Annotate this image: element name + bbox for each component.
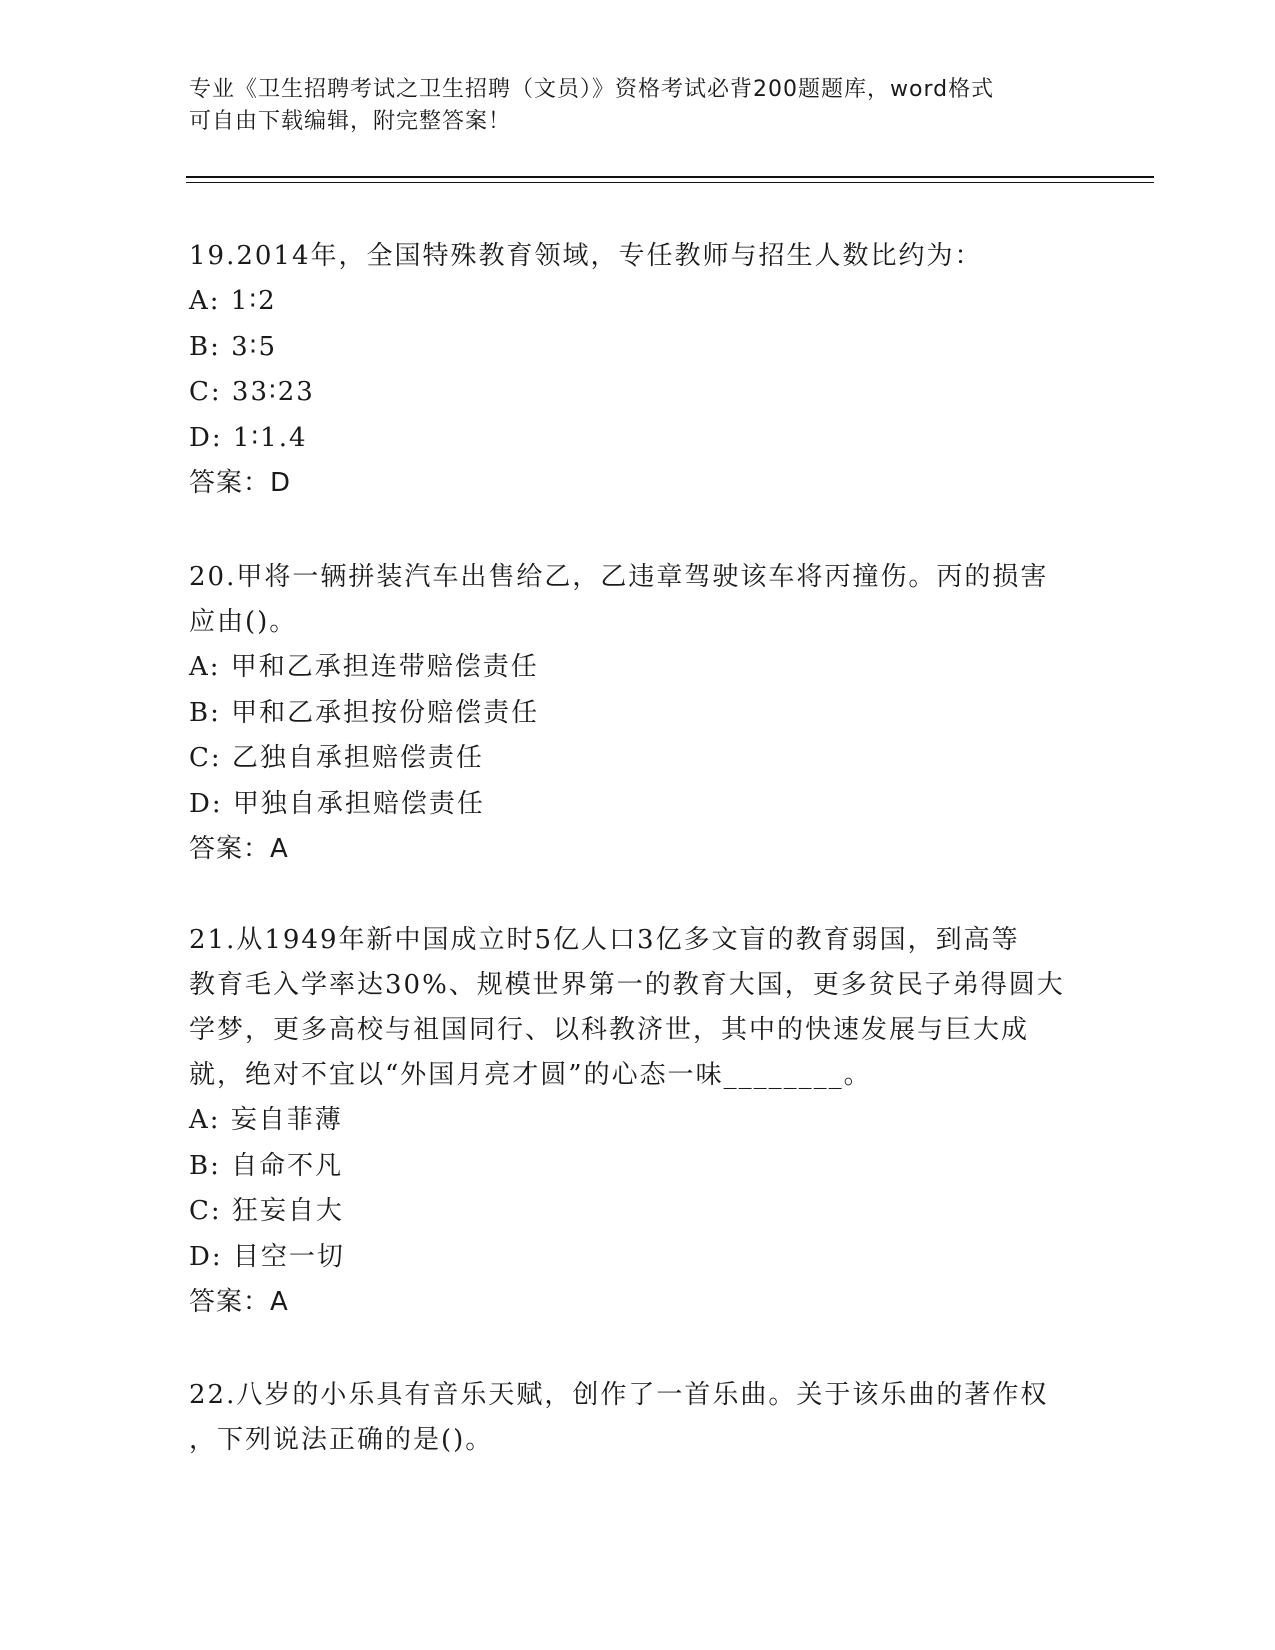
option-d: D: 1∶1.4 xyxy=(189,422,308,453)
question-stem-line: 就，绝对不宜以“外国月亮才圆”的心态一味________。 xyxy=(189,1060,872,1090)
document-header xyxy=(189,74,1089,138)
header-divider-thick xyxy=(186,176,1154,178)
option-d: D: 甲独自承担赔偿责任 xyxy=(189,788,485,819)
question-stem-line: 22.八岁的小乐具有音乐天赋，创作了一首乐曲。关于该乐曲的著作权 xyxy=(189,1380,1049,1410)
option-a: A: 甲和乙承担连带赔偿责任 xyxy=(189,652,539,682)
question-19 xyxy=(189,234,1089,506)
option-b: B: 自命不凡 xyxy=(189,1150,344,1181)
question-stem-line: 学梦，更多高校与祖国同行、以科教济世，其中的快速发展与巨大成 xyxy=(189,1015,1030,1045)
question-stem-line: 21.从1949年新中国成立时5亿人口3亿多文盲的教育弱国，到高等 xyxy=(189,925,1020,955)
answer-line: 答案：A xyxy=(189,834,289,864)
question-20 xyxy=(189,555,1089,872)
option-c: C: 33∶23 xyxy=(189,377,315,407)
header-line-2: 可自由下载编辑，附完整答案！ xyxy=(189,109,512,134)
header-divider-thin xyxy=(186,182,1154,183)
answer-line: 答案：D xyxy=(189,468,292,498)
option-c: C: 乙独自承担赔偿责任 xyxy=(189,743,484,773)
question-22 xyxy=(189,1373,1089,1463)
option-a: A: 妄自菲薄 xyxy=(189,1105,343,1135)
option-c: C: 狂妄自大 xyxy=(189,1196,344,1226)
option-a: A: 1∶2 xyxy=(189,286,277,316)
header-line-1: 专业《卫生招聘考试之卫生招聘（文员）》资格考试必背200题题库，word格式 xyxy=(189,77,995,102)
question-stem-line: 教育毛入学率达30%、规模世界第一的教育大国，更多贫民子弟得圆大 xyxy=(189,970,1065,1000)
question-stem-line: 19.2014年，全国特殊教育领域，专任教师与招生人数比约为： xyxy=(189,241,983,271)
question-21 xyxy=(189,918,1089,1325)
question-stem-line: 应由()。 xyxy=(189,607,298,637)
option-d: D: 目空一切 xyxy=(189,1241,345,1272)
question-stem-line: 20.甲将一辆拼装汽车出售给乙，乙违章驾驶该车将丙撞伤。丙的损害 xyxy=(189,562,1049,592)
option-b: B: 3∶5 xyxy=(189,331,277,362)
option-b: B: 甲和乙承担按份赔偿责任 xyxy=(189,697,540,728)
answer-line: 答案：A xyxy=(189,1287,289,1317)
question-stem-line: ，下列说法正确的是()。 xyxy=(189,1425,494,1455)
